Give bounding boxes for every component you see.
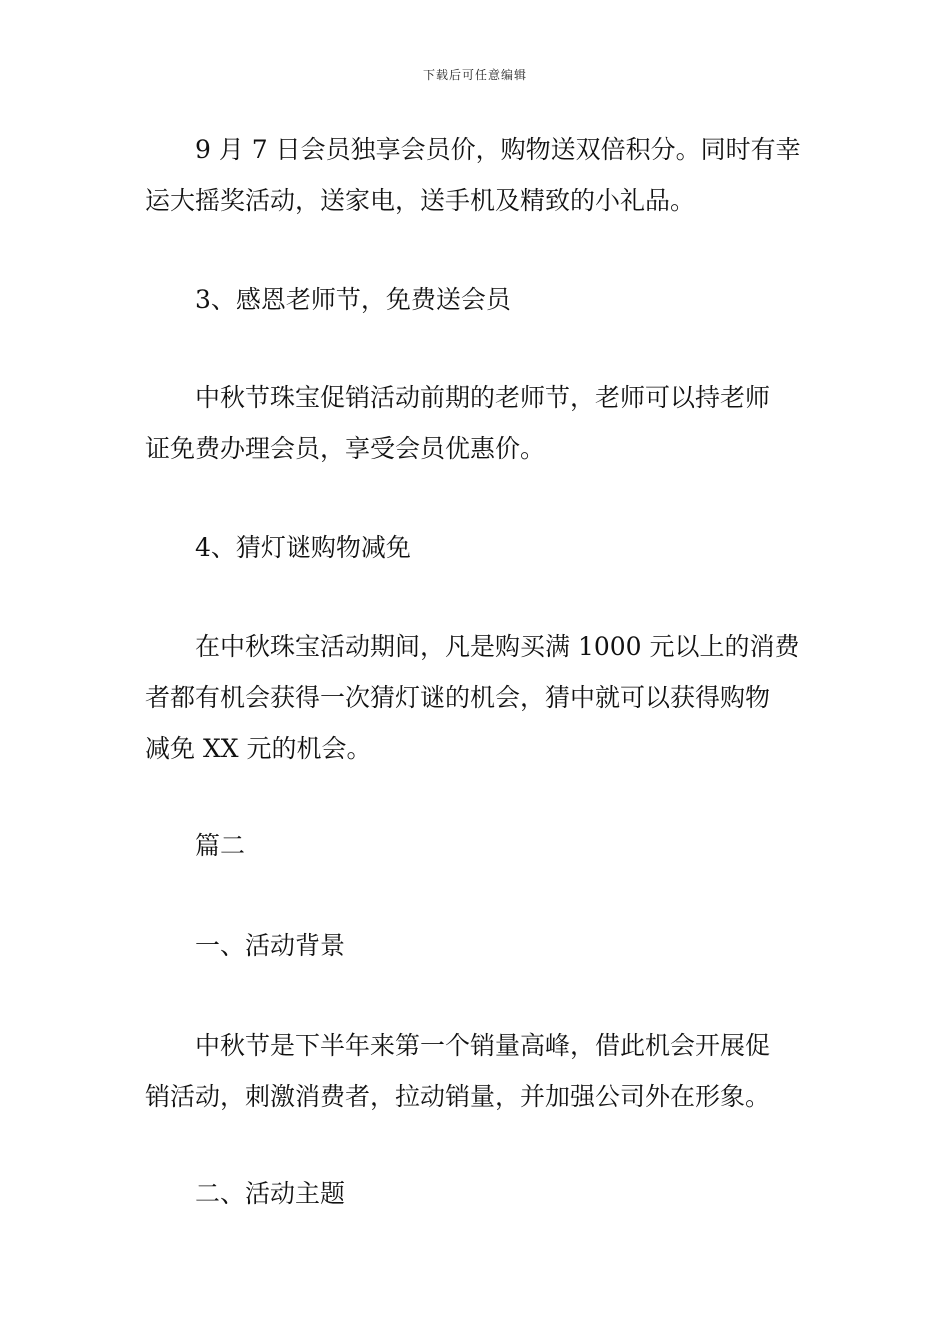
- page-header-note: 下载后可任意编辑: [422, 68, 527, 82]
- paragraph-line: 9 月 7 日会员独享会员价，购物送双倍积分。同时有幸: [195, 135, 801, 164]
- paragraph-lantern-riddle: [145, 621, 810, 774]
- heading-line: 篇二: [195, 831, 246, 860]
- paragraph-line: 者都有机会获得一次猜灯谜的机会，猜中就可以获得购物: [145, 683, 771, 712]
- heading-activity-background: [145, 920, 810, 971]
- paragraph-line: 销活动，刺激消费者，拉动销量，并加强公司外在形象。: [145, 1082, 771, 1111]
- heading-part-two: [145, 820, 810, 871]
- heading-line: 4、猜灯谜购物减免: [195, 533, 411, 562]
- paragraph-line: 减免 XX 元的机会。: [145, 734, 372, 763]
- heading-lantern-riddle: [145, 522, 810, 573]
- heading-line: 一、活动背景: [195, 931, 346, 960]
- heading-activity-theme: [145, 1168, 810, 1219]
- heading-line: 二、活动主题: [195, 1179, 346, 1208]
- paragraph-line: 证免费办理会员，享受会员优惠价。: [145, 434, 546, 463]
- heading-teacher-day: [145, 274, 810, 325]
- paragraph-activity-background: [145, 1020, 810, 1122]
- paragraph-line: 中秋节是下半年来第一个销量高峰，借此机会开展促: [195, 1031, 771, 1060]
- paragraph-teacher-day: [145, 372, 810, 474]
- paragraph-line: 中秋节珠宝促销活动前期的老师节，老师可以持老师: [195, 383, 771, 412]
- paragraph-line: 运大摇奖活动，送家电，送手机及精致的小礼品。: [145, 186, 696, 215]
- heading-line: 3、感恩老师节，免费送会员: [195, 285, 511, 314]
- paragraph-member-day: [145, 124, 810, 226]
- paragraph-line: 在中秋珠宝活动期间，凡是购买满 1000 元以上的消费: [195, 632, 800, 661]
